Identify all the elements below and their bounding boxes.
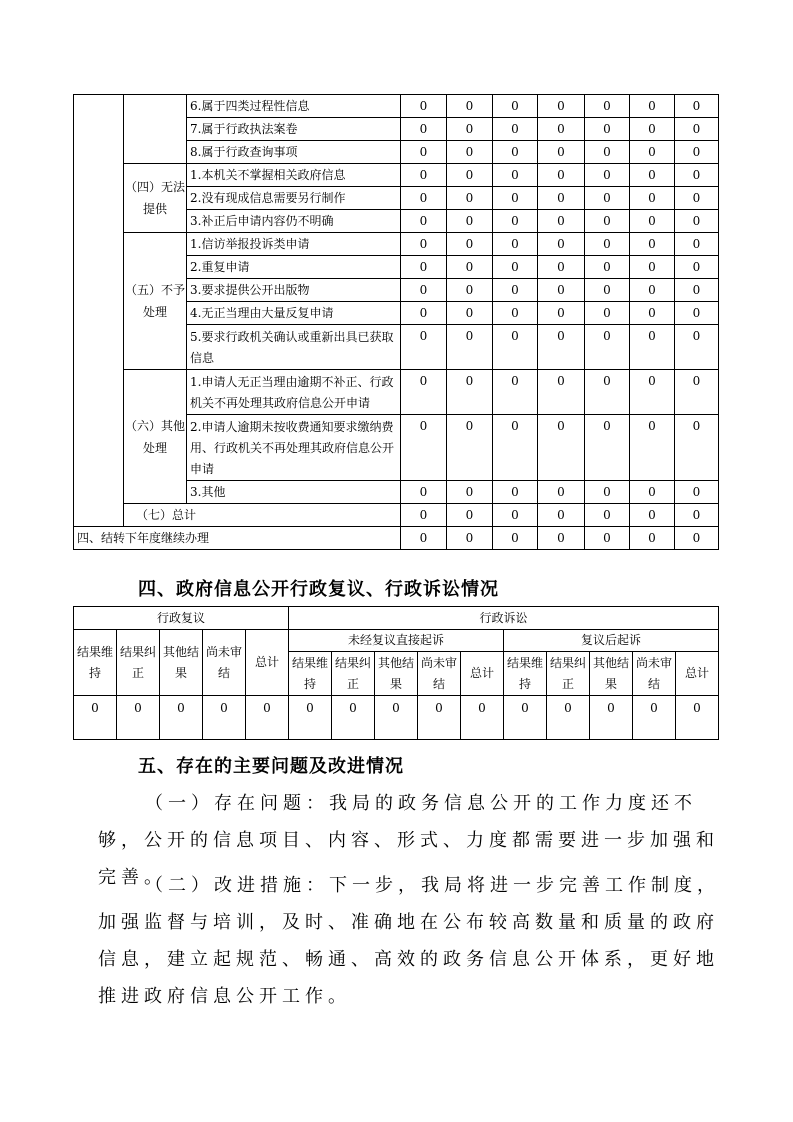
value-cell: 0: [401, 164, 447, 187]
review-value-cell: 0: [203, 696, 246, 740]
value-cell: 0: [401, 95, 447, 118]
item-label: 5.要求行政机关确认或重新出具已获取信息: [187, 325, 401, 370]
value-cell: 0: [493, 415, 538, 481]
value-cell: 0: [675, 187, 719, 210]
item-label: 2.重复申请: [187, 256, 401, 279]
item-label: 1.信访举报投诉类申请: [187, 233, 401, 256]
value-cell: 0: [493, 527, 538, 550]
value-cell: 0: [401, 233, 447, 256]
value-cell: 0: [401, 527, 447, 550]
problems-paragraph: （一）存在问题：我局的政务信息公开的工作力度还不够，公开的信息项目、内容、形式、力度都需要进一步加强和完善。: [98, 793, 719, 888]
value-cell: 0: [675, 527, 719, 550]
review-col-2: 结果纠正: [117, 630, 160, 696]
value-cell: 0: [447, 95, 493, 118]
value-cell: 0: [585, 325, 630, 370]
value-cell: 0: [447, 118, 493, 141]
value-cell: 0: [493, 481, 538, 504]
value-cell: 0: [630, 302, 675, 325]
value-cell: 0: [538, 256, 585, 279]
value-cell: 0: [447, 187, 493, 210]
item-label: 8.属于行政查询事项: [187, 141, 401, 164]
value-cell: 0: [585, 481, 630, 504]
item-label: 2.申请人逾期未按收费通知要求缴纳费用、行政机关不再处理其政府信息公开申请: [187, 415, 401, 481]
value-cell: 0: [447, 256, 493, 279]
value-cell: 0: [447, 164, 493, 187]
review-value-cell: 0: [375, 696, 418, 740]
value-cell: 0: [630, 504, 675, 527]
item-label: 3.要求提供公开出版物: [187, 279, 401, 302]
value-cell: 0: [538, 302, 585, 325]
review-value-cell: 0: [590, 696, 633, 740]
value-cell: 0: [493, 256, 538, 279]
value-cell: 0: [538, 481, 585, 504]
value-cell: 0: [675, 210, 719, 233]
review-litigation-table: [73, 606, 719, 740]
review-header: 行政复议: [74, 607, 289, 630]
after-col-2: 结果纠正: [547, 652, 590, 696]
value-cell: 0: [447, 527, 493, 550]
review-value-cell: 0: [676, 696, 719, 740]
value-cell: 0: [447, 302, 493, 325]
value-cell: 0: [401, 118, 447, 141]
value-cell: 0: [585, 95, 630, 118]
value-cell: 0: [585, 256, 630, 279]
value-cell: 0: [447, 141, 493, 164]
value-cell: 0: [630, 370, 675, 415]
value-cell: 0: [585, 164, 630, 187]
value-cell: 0: [493, 210, 538, 233]
value-cell: 0: [675, 370, 719, 415]
group5-label: （五）不予处理: [124, 233, 187, 370]
value-cell: 0: [447, 481, 493, 504]
value-cell: 0: [493, 325, 538, 370]
section-5-title: 五、存在的主要问题及改进情况: [138, 756, 404, 777]
value-cell: 0: [401, 481, 447, 504]
value-cell: 0: [675, 302, 719, 325]
value-cell: 0: [538, 504, 585, 527]
item-label: 3.其他: [187, 481, 401, 504]
review-col-5: 总计: [246, 630, 289, 696]
value-cell: 0: [630, 210, 675, 233]
after-review-header: 复议后起诉: [504, 630, 719, 652]
direct-col-5: 总计: [461, 652, 504, 696]
value-cell: 0: [401, 325, 447, 370]
value-cell: 0: [675, 481, 719, 504]
carry-over-label: 四、结转下年度继续办理: [74, 527, 401, 550]
value-cell: 0: [675, 504, 719, 527]
group4-label: （四）无法提供: [124, 164, 187, 233]
review-value-cell: 0: [418, 696, 461, 740]
review-col-1: 结果维持: [74, 630, 117, 696]
direct-col-2: 结果纠正: [332, 652, 375, 696]
value-cell: 0: [630, 527, 675, 550]
value-cell: 0: [675, 164, 719, 187]
improvements-paragraph: （二）改进措施：下一步，我局将进一步完善工作制度，加强监督与培训，及时、准确地在公布较高数量和质量的政府信息，建立起规范、畅通、高效的政务信息公开体系，更好地推进政府信息公开工作。: [98, 875, 720, 1007]
value-cell: 0: [675, 325, 719, 370]
litigation-header: 行政诉讼: [289, 607, 719, 630]
direct-col-3: 其他结果: [375, 652, 418, 696]
review-value-cell: 0: [547, 696, 590, 740]
value-cell: 0: [585, 210, 630, 233]
value-cell: 0: [447, 279, 493, 302]
item-label: 6.属于四类过程性信息: [187, 95, 401, 118]
value-cell: 0: [585, 141, 630, 164]
value-cell: 0: [585, 302, 630, 325]
item-label: 1.本机关不掌握相关政府信息: [187, 164, 401, 187]
review-value-cell: 0: [332, 696, 375, 740]
value-cell: 0: [675, 95, 719, 118]
value-cell: 0: [675, 233, 719, 256]
value-cell: 0: [630, 256, 675, 279]
review-value-cell: 0: [461, 696, 504, 740]
value-cell: 0: [630, 481, 675, 504]
value-cell: 0: [493, 95, 538, 118]
value-cell: 0: [401, 210, 447, 233]
value-cell: 0: [447, 504, 493, 527]
value-cell: 0: [447, 210, 493, 233]
value-cell: 0: [538, 325, 585, 370]
value-cell: 0: [538, 141, 585, 164]
value-cell: 0: [401, 141, 447, 164]
direct-suit-header: 未经复议直接起诉: [289, 630, 504, 652]
value-cell: 0: [585, 233, 630, 256]
value-cell: 0: [675, 279, 719, 302]
value-cell: 0: [675, 141, 719, 164]
value-cell: 0: [585, 415, 630, 481]
review-value-cell: 0: [160, 696, 203, 740]
value-cell: 0: [493, 279, 538, 302]
value-cell: 0: [585, 370, 630, 415]
review-value-cell: 0: [117, 696, 160, 740]
value-cell: 0: [538, 279, 585, 302]
after-col-4: 尚未审结: [633, 652, 676, 696]
review-value-cell: 0: [504, 696, 547, 740]
value-cell: 0: [630, 233, 675, 256]
value-cell: 0: [493, 164, 538, 187]
value-cell: 0: [538, 415, 585, 481]
value-cell: 0: [538, 210, 585, 233]
value-cell: 0: [630, 279, 675, 302]
review-col-3: 其他结果: [160, 630, 203, 696]
value-cell: 0: [401, 256, 447, 279]
value-cell: 0: [585, 527, 630, 550]
value-cell: 0: [630, 164, 675, 187]
value-cell: 0: [401, 504, 447, 527]
value-cell: 0: [675, 118, 719, 141]
value-cell: 0: [538, 164, 585, 187]
value-cell: 0: [675, 415, 719, 481]
item-label: 4.无正当理由大量反复申请: [187, 302, 401, 325]
value-cell: 0: [538, 527, 585, 550]
value-cell: 0: [538, 95, 585, 118]
value-cell: 0: [585, 279, 630, 302]
item-label: 2.没有现成信息需要另行制作: [187, 187, 401, 210]
direct-col-1: 结果维持: [289, 652, 332, 696]
outer-column: [74, 95, 124, 527]
value-cell: 0: [493, 302, 538, 325]
total-label: （七）总计: [124, 504, 401, 527]
value-cell: 0: [630, 187, 675, 210]
value-cell: 0: [493, 370, 538, 415]
value-cell: 0: [630, 141, 675, 164]
value-cell: 0: [447, 370, 493, 415]
review-value-cell: 0: [289, 696, 332, 740]
after-col-1: 结果维持: [504, 652, 547, 696]
item-label: 1.申请人无正当理由逾期不补正、行政机关不再处理其政府信息公开申请: [187, 370, 401, 415]
value-cell: 0: [401, 415, 447, 481]
after-col-5: 总计: [676, 652, 719, 696]
value-cell: 0: [401, 279, 447, 302]
value-cell: 0: [585, 504, 630, 527]
value-cell: 0: [401, 187, 447, 210]
value-cell: 0: [585, 118, 630, 141]
after-col-3: 其他结果: [590, 652, 633, 696]
review-value-cell: 0: [246, 696, 289, 740]
value-cell: 0: [675, 256, 719, 279]
review-col-4: 尚未审结: [203, 630, 246, 696]
value-cell: 0: [493, 187, 538, 210]
value-cell: 0: [538, 370, 585, 415]
category-cell: [124, 95, 187, 164]
value-cell: 0: [630, 95, 675, 118]
item-label: 3.补正后申请内容仍不明确: [187, 210, 401, 233]
direct-col-4: 尚未审结: [418, 652, 461, 696]
value-cell: 0: [538, 233, 585, 256]
value-cell: 0: [630, 118, 675, 141]
value-cell: 0: [447, 325, 493, 370]
value-cell: 0: [401, 302, 447, 325]
group6-label: （六）其他处理: [124, 370, 187, 504]
application-handling-table: [73, 94, 719, 550]
section-4-title: 四、政府信息公开行政复议、行政诉讼情况: [138, 579, 499, 600]
value-cell: 0: [447, 233, 493, 256]
value-cell: 0: [585, 187, 630, 210]
value-cell: 0: [447, 415, 493, 481]
value-cell: 0: [538, 118, 585, 141]
value-cell: 0: [493, 233, 538, 256]
value-cell: 0: [493, 118, 538, 141]
value-cell: 0: [630, 325, 675, 370]
value-cell: 0: [630, 415, 675, 481]
review-value-cell: 0: [633, 696, 676, 740]
value-cell: 0: [538, 187, 585, 210]
value-cell: 0: [401, 370, 447, 415]
value-cell: 0: [493, 141, 538, 164]
item-label: 7.属于行政执法案卷: [187, 118, 401, 141]
value-cell: 0: [493, 504, 538, 527]
review-value-cell: 0: [74, 696, 117, 740]
